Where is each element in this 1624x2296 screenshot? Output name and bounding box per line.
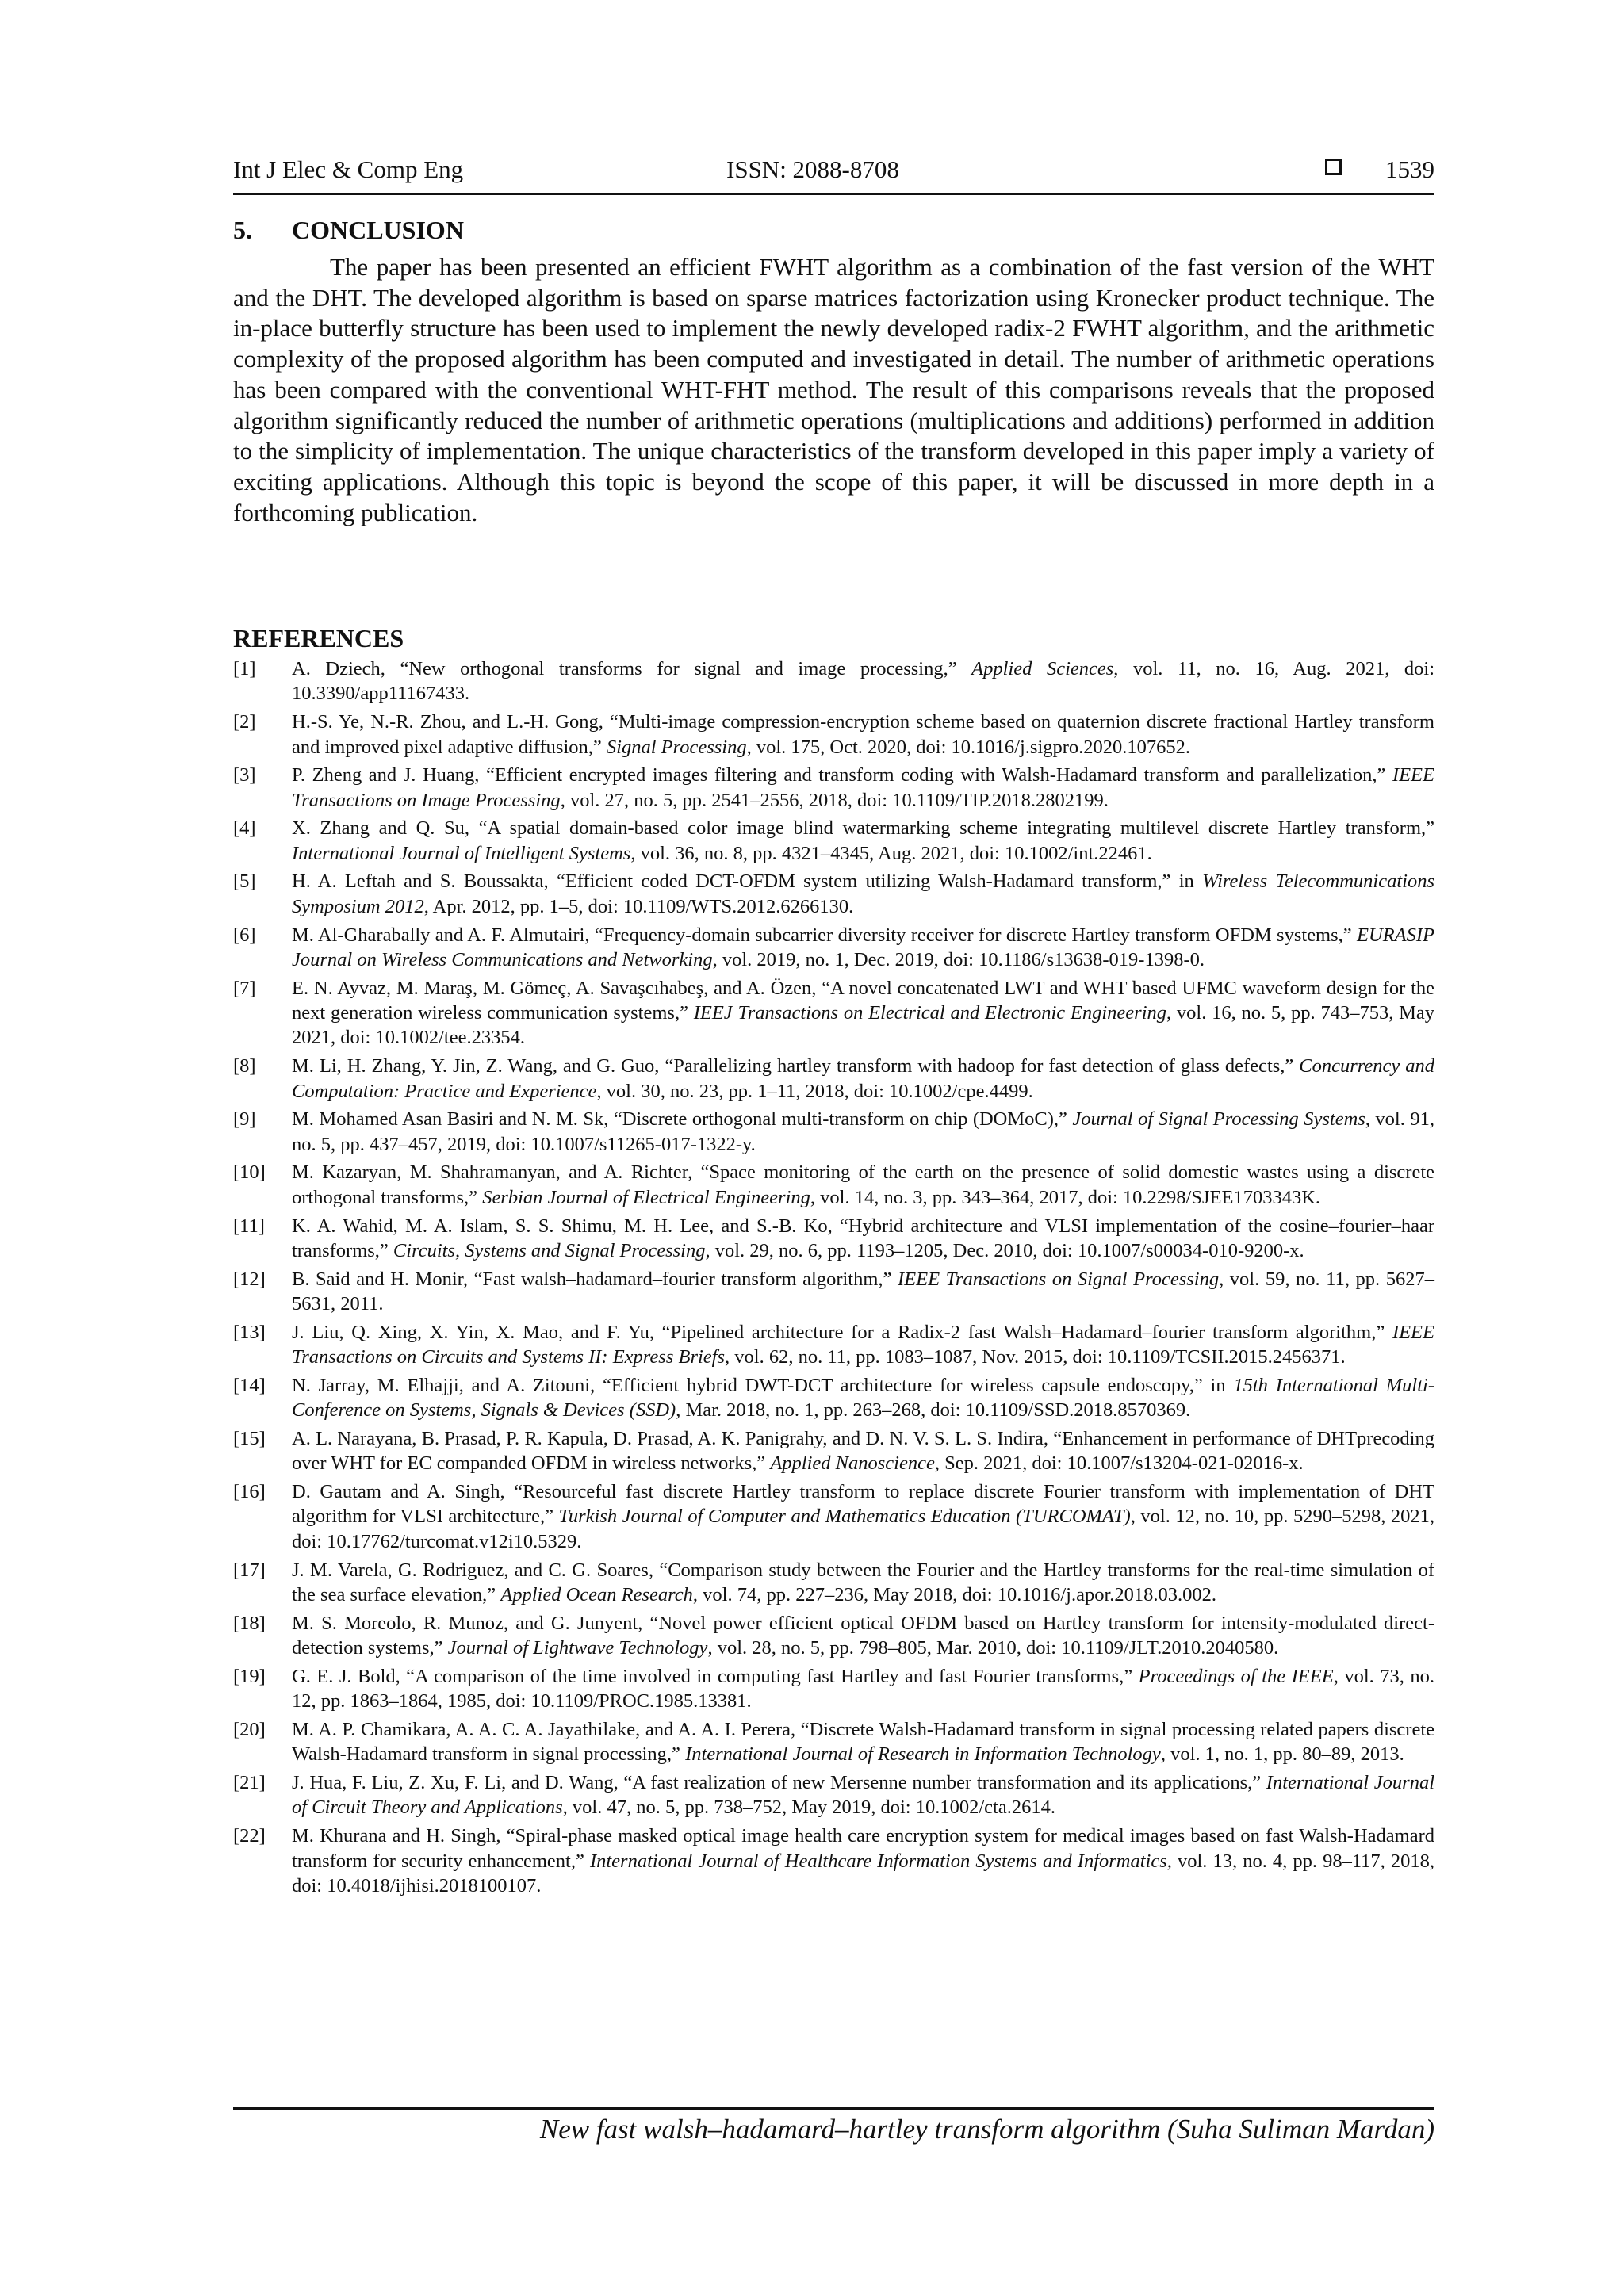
reference-item (233, 1214, 1434, 1264)
reference-item (233, 869, 1434, 919)
reference-item (233, 816, 1434, 866)
reference-number: [7] (233, 977, 256, 999)
conclusion-paragraph: The paper has been presented an efficient FWHT algorithm as a combination of the fast version of the WHT and the DHT. The developed algorithm is based on sparse matrices factorization using Kronecker product technique. The in-place butterfly structure has been used to implement the newly developed radix-2 FWHT algorithm, and the arithmetic complexity of the proposed algorithm has been computed and investigated in detail. The number of arithmetic operations has been compared with the conventional WHT-FHT method. The result of this comparisons reveals that the proposed algorithm significantly reduced the number of arithmetic operations (multiplications and additions) performed in addition to the simplicity of implementation. The unique characteristics of the transform developed in this paper imply a variety of exciting applications. Although this topic is beyond the scope of this paper, it will be discussed in more depth in a forthcoming publication. (233, 253, 1434, 526)
reference-item (233, 1160, 1434, 1210)
square-icon (1325, 159, 1342, 175)
reference-details: , vol. 11, no. 16, Aug. 2021, doi: 10.3390/app11167433. (292, 658, 1434, 705)
reference-text (292, 1375, 1434, 1421)
reference-text (292, 1055, 1434, 1101)
reference-venue: International Journal of Circuit Theory and Applications (292, 1772, 1434, 1819)
section-heading (233, 216, 464, 245)
reference-venue: Circuits, Systems and Signal Processing (393, 1239, 706, 1261)
reference-text (292, 1666, 1434, 1712)
reference-number: [18] (233, 1612, 266, 1634)
reference-item (233, 763, 1434, 813)
reference-citation: M. Al-Gharabally and A. F. Almutairi, “Frequency-domain subcarrier diversity receiver for discrete Hartley transform OFDM systems,” (292, 924, 1358, 946)
reference-venue: Applied Nanoscience (770, 1452, 935, 1475)
reference-text (292, 1215, 1434, 1261)
reference-text (292, 1772, 1434, 1818)
reference-citation: A. L. Narayana, B. Prasad, P. R. Kapula, D. Prasad, A. K. Panigrahy, and D. N. V. S. L. S. Indira, “Enhancement in performance of DHTprecoding over WHT for EC companded OFDM in wireless networks,” (292, 1427, 1434, 1475)
reference-item (233, 1717, 1434, 1767)
reference-venue: International Journal of Healthcare Information Systems and Informatics (589, 1850, 1167, 1872)
reference-details: , vol. 28, no. 5, pp. 798–805, Mar. 2010, doi: 10.1109/JLT.2010.2040580. (707, 1637, 1279, 1659)
reference-text (292, 1108, 1434, 1154)
reference-details: , vol. 47, no. 5, pp. 738–752, May 2019, doi: 10.1002/cta.2614. (562, 1797, 1055, 1819)
reference-text (292, 764, 1434, 810)
reference-item (233, 1320, 1434, 1370)
reference-citation: J. Hua, F. Liu, Z. Xu, F. Li, and D. Wang, “A fast realization of new Mersenne number transformation and its applications,” (292, 1772, 1266, 1793)
references-heading: REFERENCES (233, 624, 404, 652)
reference-citation: N. Jarray, M. Elhajji, and A. Zitouni, “Efficient hybrid DWT-DCT architecture for wireless capsule endoscopy,” in (292, 1374, 1234, 1396)
reference-text (292, 1719, 1434, 1765)
reference-citation: G. E. J. Bold, “A comparison of the time involved in computing fast Hartley and fast Fourier transforms,” (292, 1665, 1139, 1687)
reference-text (292, 1613, 1434, 1659)
reference-item (233, 1373, 1434, 1423)
reference-item (233, 1479, 1434, 1554)
reference-details: , vol. 59, no. 11, pp. 5627–5631, 2011. (292, 1268, 1434, 1315)
reference-text (292, 1322, 1434, 1368)
reference-citation: A. Dziech, “New orthogonal transforms for signal and image processing,” (292, 658, 972, 679)
reference-text (292, 1161, 1434, 1207)
reference-item (233, 656, 1434, 706)
reference-details: , Sep. 2021, doi: 10.1007/s13204-021-02016-x. (934, 1452, 1304, 1475)
reference-number: [20] (233, 1718, 266, 1740)
running-title: New fast walsh–hadamard–hartley transform algorithm (Suha Suliman Mardan) (539, 2114, 1434, 2145)
reference-citation: H.-S. Ye, N.-R. Zhou, and L.-H. Gong, “Multi-image compression-encryption scheme based on quaternion discrete fractional Hartley transform and improved pixel adaptive diffusion,” (292, 711, 1434, 758)
reference-citation: B. Said and H. Monir, “Fast walsh–hadamard–fourier transform algorithm,” (292, 1268, 898, 1290)
reference-venue: IEEE Transactions on Signal Processing (898, 1268, 1220, 1290)
reference-venue: Concurrency and Computation: Practice and Experience (292, 1055, 1434, 1102)
reference-citation: M. Kazaryan, M. Shahramanyan, and A. Richter, “Space monitoring of the earth on the presence of solid domestic wastes using a discrete orthogonal transforms,” (292, 1161, 1434, 1208)
reference-number: [10] (233, 1161, 266, 1184)
reference-number: [4] (233, 817, 256, 840)
reference-text (292, 1559, 1434, 1605)
issn: ISSN: 2088-8708 (726, 155, 899, 183)
reference-number: [15] (233, 1427, 266, 1449)
reference-venue: Turkish Journal of Computer and Mathematics Education (TURCOMAT) (558, 1506, 1131, 1528)
reference-citation: M. S. Moreolo, R. Munoz, and G. Junyent, “Novel power efficient optical OFDM based on Hartley transform for intensity-modulated direct-detection systems,” (292, 1612, 1434, 1659)
reference-venue: EURASIP Journal on Wireless Communications and Networking (292, 924, 1434, 970)
reference-text (292, 1428, 1434, 1474)
reference-citation: M. A. P. Chamikara, A. A. C. A. Jayathilake, and A. A. I. Perera, “Discrete Walsh-Hadamard transform in signal processing related papers discrete Walsh-Hadamard transform in signal processing,” (292, 1718, 1434, 1766)
reference-item (233, 1426, 1434, 1476)
reference-item (233, 1611, 1434, 1661)
reference-venue: 15th International Multi-Conference on Systems, Signals & Devices (SSD) (292, 1374, 1434, 1422)
reference-details: , vol. 62, no. 11, pp. 1083–1087, Nov. 2015, doi: 10.1109/TCSII.2015.2456371. (725, 1346, 1346, 1368)
reference-details: , vol. 13, no. 4, pp. 98–117, 2018, doi: 10.4018/ijhisi.2018100107. (292, 1850, 1435, 1896)
reference-number: [6] (233, 924, 256, 946)
reference-citation: K. A. Wahid, M. A. Islam, S. S. Shimu, M. H. Lee, and S.-B. Ko, “Hybrid architecture and VLSI implementation of the cosine–fourier–haar transforms,” (292, 1215, 1434, 1261)
reference-venue: IEEE Transactions on Circuits and Systems II: Express Briefs (292, 1321, 1434, 1368)
reference-item (233, 923, 1434, 973)
reference-details: , Mar. 2018, no. 1, pp. 263–268, doi: 10.1109/SSD.2018.8570369. (676, 1399, 1191, 1422)
reference-venue: IEEE Transactions on Image Processing (292, 764, 1434, 811)
reference-venue: Serbian Journal of Electrical Engineering (482, 1186, 810, 1208)
reference-citation: X. Zhang and Q. Su, “A spatial domain-based color image blind watermarking scheme integrating multilevel discrete Hartley transform,” (292, 817, 1434, 840)
page-number: 1539 (1385, 155, 1434, 183)
reference-details: , vol. 175, Oct. 2020, doi: 10.1016/j.sigpro.2020.107652. (746, 736, 1191, 758)
reference-number: [3] (233, 764, 256, 786)
reference-citation: J. Liu, Q. Xing, X. Yin, X. Mao, and F. Yu, “Pipelined architecture for a Radix-2 fast Walsh–Hadamard–fourier transform algorithm,” (292, 1321, 1392, 1343)
reference-venue: Journal of Signal Processing Systems (1072, 1108, 1365, 1131)
reference-number: [17] (233, 1559, 266, 1581)
reference-citation: M. Khurana and H. Singh, “Spiral-phase masked optical image health care encryption system for medical images based on fast Walsh-Hadamard transform for security enhancement,” (292, 1825, 1434, 1872)
reference-text (292, 1481, 1434, 1552)
page-header (233, 155, 1434, 195)
reference-number: [12] (233, 1268, 266, 1290)
reference-venue: Applied Ocean Research (500, 1583, 693, 1605)
reference-details: , vol. 27, no. 5, pp. 2541–2556, 2018, doi: 10.1109/TIP.2018.2802199. (560, 789, 1109, 811)
reference-text (292, 924, 1434, 970)
reference-item (233, 1107, 1434, 1157)
reference-venue: Proceedings of the IEEE (1138, 1665, 1334, 1687)
reference-details: , vol. 2019, no. 1, Dec. 2019, doi: 10.1186/s13638-019-1398-0. (712, 948, 1205, 970)
reference-number: [5] (233, 871, 256, 893)
reference-venue: IEEJ Transactions on Electrical and Electronic Engineering (693, 1002, 1167, 1024)
reference-item (233, 1823, 1434, 1898)
reference-number: [9] (233, 1108, 256, 1131)
reference-details: , vol. 14, no. 3, pp. 343–364, 2017, doi: 10.2298/SJEE1703343K. (810, 1186, 1321, 1208)
reference-details: , vol. 74, pp. 227–236, May 2018, doi: 10.1016/j.apor.2018.03.002. (692, 1583, 1217, 1605)
reference-citation: J. M. Varela, G. Rodriguez, and C. G. Soares, “Comparison study between the Fourier and the Hartley transforms for the real-time simulation of the sea surface elevation,” (292, 1559, 1434, 1605)
reference-details: , vol. 1, no. 1, pp. 80–89, 2013. (1160, 1743, 1404, 1766)
reference-number: [14] (233, 1374, 266, 1396)
reference-item (233, 1770, 1434, 1820)
reference-number: [13] (233, 1321, 266, 1343)
reference-text (292, 1825, 1434, 1896)
reference-number: [21] (233, 1772, 266, 1793)
reference-text (292, 817, 1434, 863)
reference-details: , Apr. 2012, pp. 1–5, doi: 10.1109/WTS.2012.6266130. (423, 895, 854, 917)
reference-details: , vol. 36, no. 8, pp. 4321–4345, Aug. 2021, doi: 10.1002/int.22461. (630, 842, 1152, 864)
reference-item (233, 1054, 1434, 1104)
reference-citation: H. A. Leftah and S. Boussakta, “Efficient coded DCT-OFDM system utilizing Walsh-Hadamard transform,” in (292, 871, 1203, 893)
reference-citation: P. Zheng and J. Huang, “Efficient encrypted images filtering and transform coding with Walsh-Hadamard transform and parallelization,” (292, 764, 1392, 786)
reference-item (233, 710, 1434, 760)
journal-name: Int J Elec & Comp Eng (233, 155, 464, 183)
reference-item (233, 976, 1434, 1050)
section-title: CONCLUSION (292, 216, 464, 244)
reference-venue: International Journal of Intelligent Systems (292, 842, 631, 864)
reference-number: [11] (233, 1215, 265, 1237)
reference-details: , vol. 91, no. 5, pp. 437–457, 2019, doi: 10.1007/s11265-017-1322-y. (292, 1108, 1434, 1155)
reference-item (233, 1664, 1434, 1714)
reference-details: , vol. 73, no. 12, pp. 1863–1864, 1985, doi: 10.1109/PROC.1985.13381. (292, 1665, 1434, 1712)
header-rule (233, 193, 1434, 195)
reference-venue: Applied Sciences (971, 658, 1114, 679)
reference-text (292, 658, 1434, 704)
reference-venue: Wireless Telecommunications Symposium 2012 (292, 871, 1434, 917)
reference-venue: Signal Processing (606, 736, 747, 758)
reference-number: [16] (233, 1481, 266, 1503)
reference-text (292, 978, 1434, 1049)
footer-rule (233, 2107, 1434, 2110)
reference-number: [8] (233, 1055, 256, 1077)
section-number: 5. (233, 216, 252, 244)
reference-list (233, 656, 1434, 1902)
reference-text (292, 711, 1434, 757)
reference-number: [2] (233, 711, 256, 733)
reference-item (233, 1558, 1434, 1608)
reference-number: [1] (233, 658, 256, 679)
reference-number: [22] (233, 1825, 266, 1847)
reference-venue: Journal of Lightwave Technology (447, 1637, 708, 1659)
reference-venue: International Journal of Research in Information Technology (685, 1743, 1161, 1766)
reference-details: , vol. 29, no. 6, pp. 1193–1205, Dec. 2010, doi: 10.1007/s00034-010-9200-x. (705, 1239, 1304, 1261)
reference-item (233, 1267, 1434, 1317)
reference-citation: D. Gautam and A. Singh, “Resourceful fast discrete Hartley transform to replace discrete Fourier transform with implementation of DHT algorithm for VLSI architecture,” (292, 1481, 1434, 1528)
reference-details: , vol. 16, no. 5, pp. 743–753, May 2021, doi: 10.1002/tee.23354. (292, 1002, 1434, 1049)
reference-details: , vol. 12, no. 10, pp. 5290–5298, 2021, doi: 10.17762/turcomat.v12i10.5329. (292, 1506, 1434, 1552)
reference-text (292, 1269, 1434, 1314)
reference-details: , vol. 30, no. 23, pp. 1–11, 2018, doi: 10.1002/cpe.4499. (596, 1080, 1033, 1102)
reference-citation: E. N. Ayvaz, M. Maraş, M. Gömeç, A. Savaşcıhabeş, and A. Özen, “A novel concatenated LWT and WHT based UFMC waveform design for the next generation wireless communication systems,” (292, 977, 1434, 1024)
reference-number: [19] (233, 1665, 266, 1687)
reference-citation: M. Li, H. Zhang, Y. Jin, Z. Wang, and G. Guo, “Parallelizing hartley transform with hadoop for fast detection of glass defects,” (292, 1055, 1300, 1077)
reference-citation: M. Mohamed Asan Basiri and N. M. Sk, “Discrete orthogonal multi-transform on chip (DOMoC),” (292, 1108, 1073, 1131)
reference-text (292, 871, 1434, 916)
